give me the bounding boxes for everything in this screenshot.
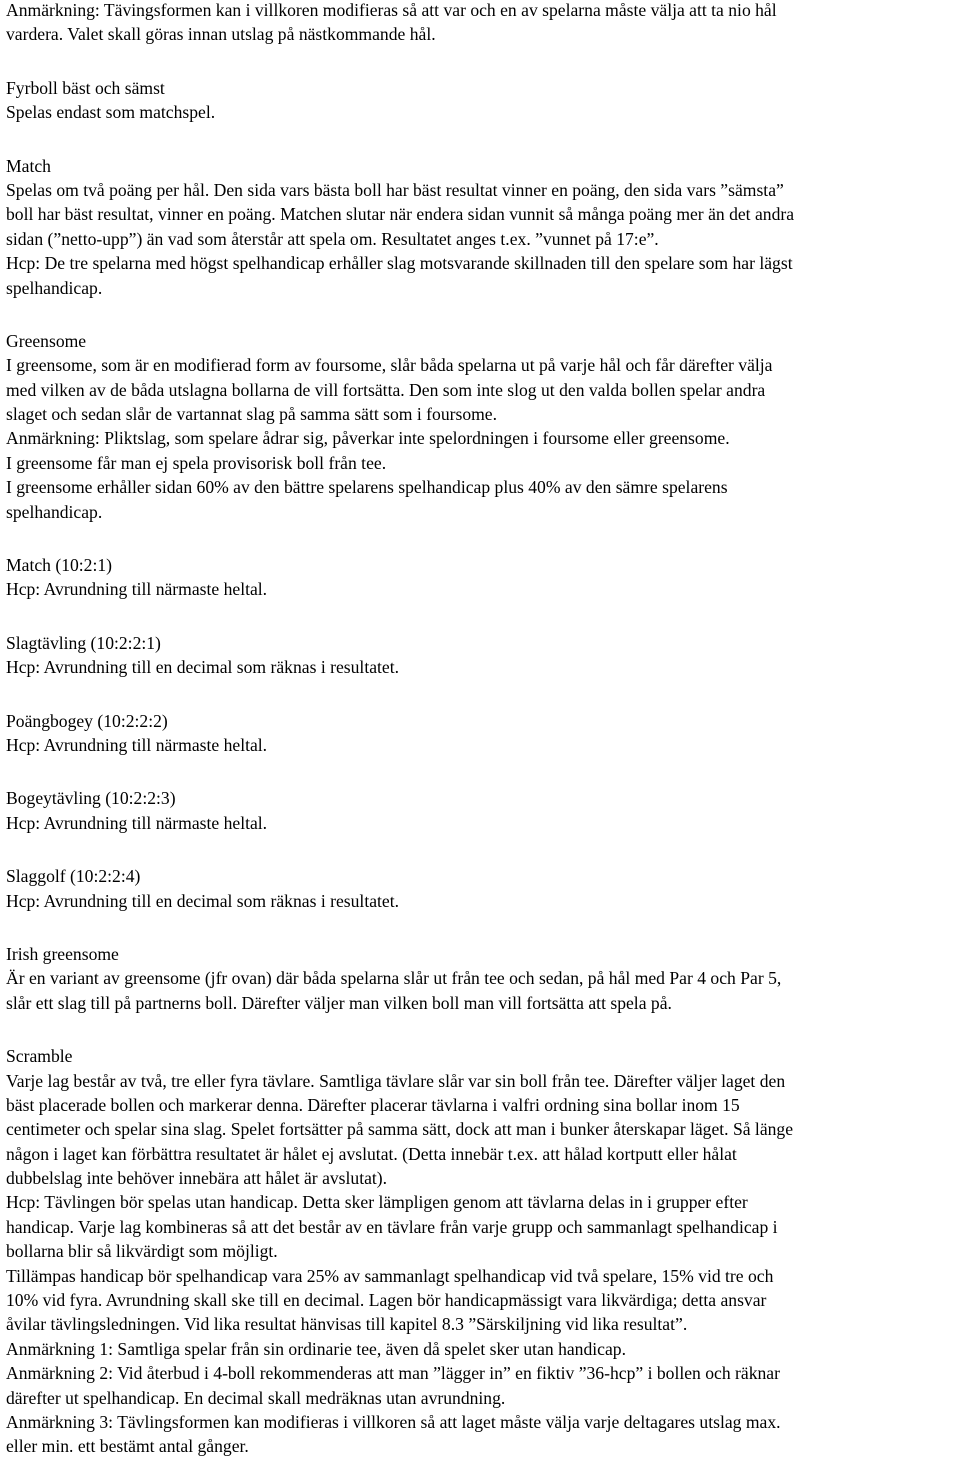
section-heading: Bogeytävling (10:2:2:3) [6, 788, 176, 809]
text-line: spelhandicap. [6, 277, 103, 298]
text-line: I greensome får man ej spela provisorisk boll från tee. [6, 452, 387, 473]
text-line: Anmärkning 2: Vid återbud i 4-boll rekommenderas att man ”lägger in” en fiktiv ”36-hcp” i bollen och räknar [6, 1363, 780, 1384]
section-greensome [6, 329, 956, 524]
text-line: slaget och sedan slår de vartannat slag på samma sätt som i foursome. [6, 404, 498, 425]
text-line: Spelas endast som matchspel. [6, 102, 216, 123]
section-poangbogey [6, 709, 956, 758]
text-line: bäst placerade bollen och markerar denna. Därefter placerar tävlarna i valfri ordning sina bollar inom 15 [6, 1094, 740, 1115]
paragraph-gap [6, 1015, 956, 1044]
text-line: Är en variant av greensome (jfr ovan) där båda spelarna slår ut från tee och sedan, på hål med Par 4 och Par 5, [6, 968, 782, 989]
text-line: Hcp: Tävlingen bör spelas utan handicap. Detta sker lämpligen genom att tävlarna delas in i grupper efter [6, 1192, 748, 1213]
text-line: Hcp: Avrundning till en decimal som räknas i resultatet. [6, 890, 399, 911]
text-line: Anmärkning: Tävingsformen kan i villkoren modifieras så att var och en av spelarna måste välja att ta nio hål [6, 0, 777, 20]
section-slagtavling [6, 631, 956, 680]
text-line: 10% vid fyra. Avrundning skall ske till en decimal. Lagen bör handicapmässigt vara likvärdiga; detta ansvar [6, 1290, 767, 1311]
paragraph-gap [6, 300, 956, 329]
paragraph-gap [6, 524, 956, 553]
text-line: vardera. Valet skall göras innan utslag på nästkommande hål. [6, 24, 436, 45]
section-irish-greensome [6, 942, 956, 1015]
section-heading: Slaggolf (10:2:2:4) [6, 866, 141, 887]
paragraph-gap [6, 125, 956, 154]
text-line: I greensome, som är en modifierad form av foursome, slår båda spelarna ut på varje hål och får därefter välja [6, 355, 773, 376]
paragraph-gap [6, 835, 956, 864]
section-match-10-2-1 [6, 553, 956, 602]
section-heading: Scramble [6, 1046, 73, 1067]
text-line: eller min. ett bestämt antal gånger. [6, 1436, 249, 1457]
text-line: Hcp: Avrundning till närmaste heltal. [6, 734, 268, 755]
text-line: Varje lag består av två, tre eller fyra tävlare. Samtliga tävlare slår var sin boll från tee. Därefter väljer laget den [6, 1070, 786, 1091]
section-bogeytavling [6, 786, 956, 835]
text-line: Tillämpas handicap bör spelhandicap vara 25% av sammanlagt spelhandicap vid två spelare, 15% vid tre och [6, 1265, 774, 1286]
text-line: med vilken av de båda utslagna bollarna de vill fortsätta. Den som inte slog ut den valda bollen spelar andra [6, 379, 766, 400]
section-heading: Greensome [6, 330, 87, 351]
text-line: slår ett slag till på partnerns boll. Därefter väljer man vilken boll man vill fortsätta att spela på. [6, 992, 672, 1013]
document-page [6, 0, 956, 1459]
text-line: Hcp: Avrundning till närmaste heltal. [6, 579, 268, 600]
text-line: bollarna blir så likvärdigt som möjligt. [6, 1241, 278, 1262]
section-heading: Match [6, 155, 51, 176]
section-scramble [6, 1044, 956, 1459]
section-heading: Slagtävling (10:2:2:1) [6, 632, 161, 653]
text-line: Anmärkning 1: Samtliga spelar från sin ordinarie tee, även då spelet sker utan handicap. [6, 1338, 626, 1359]
paragraph-gap [6, 757, 956, 786]
section-match [6, 154, 956, 300]
paragraph-gap [6, 913, 956, 942]
text-line: därefter ut spelhandicap. En decimal skall medräknas utan avrundning. [6, 1387, 506, 1408]
text-line: någon i laget kan förbättra resultatet är hålet ej avslutat. (Detta innebär t.ex. att hålad kortputt eller hålat [6, 1143, 737, 1164]
text-line: handicap. Varje lag kombineras så att det består av en tävlare från varje grupp och sammanlagt spelhandicap i [6, 1216, 778, 1237]
paragraph-gap [6, 602, 956, 631]
text-line: sidan (”netto-upp”) än vad som återstår att spela om. Resultatet anges t.ex. ”vunnet på 17:e”. [6, 228, 659, 249]
paragraph-gap [6, 680, 956, 709]
text-line: Anmärkning: Pliktslag, som spelare ådrar sig, påverkar inte spelordningen i foursome eller greensome. [6, 428, 730, 449]
text-line: Anmärkning 3: Tävlingsformen kan modifieras i villkoren så att laget måste välja varje deltagares utslag max. [6, 1411, 781, 1432]
section-slaggolf [6, 864, 956, 913]
text-line: centimeter och spelar sina slag. Spelet fortsätter på samma sätt, dock att man i bunker återskapar läget. Så länge [6, 1119, 794, 1140]
section-heading: Poängbogey (10:2:2:2) [6, 710, 168, 731]
text-line: boll har bäst resultat, vinner en poäng. Matchen slutar när endera sidan vunnit så många poäng mer än det andra [6, 204, 795, 225]
section-heading: Irish greensome [6, 943, 119, 964]
text-line: Spelas om två poäng per hål. Den sida vars bästa boll har bäst resultat vinner en poäng, den sida vars ”sämsta” [6, 179, 784, 200]
text-line: Hcp: Avrundning till en decimal som räknas i resultatet. [6, 657, 399, 678]
section-fyrboll [6, 76, 956, 125]
section-heading: Fyrboll bäst och sämst [6, 77, 165, 98]
text-line: Hcp: De tre spelarna med högst spelhandicap erhåller slag motsvarande skillnaden till den spelare som har lägst [6, 253, 793, 274]
text-line: åvilar tävlingsledningen. Vid lika resultat hänvisas till kapitel 8.3 ”Särskiljning vid lika resultat”. [6, 1314, 688, 1335]
section-anm-tavlingsform [6, 0, 956, 47]
section-heading: Match (10:2:1) [6, 555, 113, 576]
text-line: dubbelslag inte behöver innebära att hålet är avslutat). [6, 1168, 388, 1189]
text-line: I greensome erhåller sidan 60% av den bättre spelarens spelhandicap plus 40% av den sämre spelarens [6, 477, 728, 498]
paragraph-gap [6, 47, 956, 76]
text-line: spelhandicap. [6, 501, 103, 522]
text-line: Hcp: Avrundning till närmaste heltal. [6, 812, 268, 833]
